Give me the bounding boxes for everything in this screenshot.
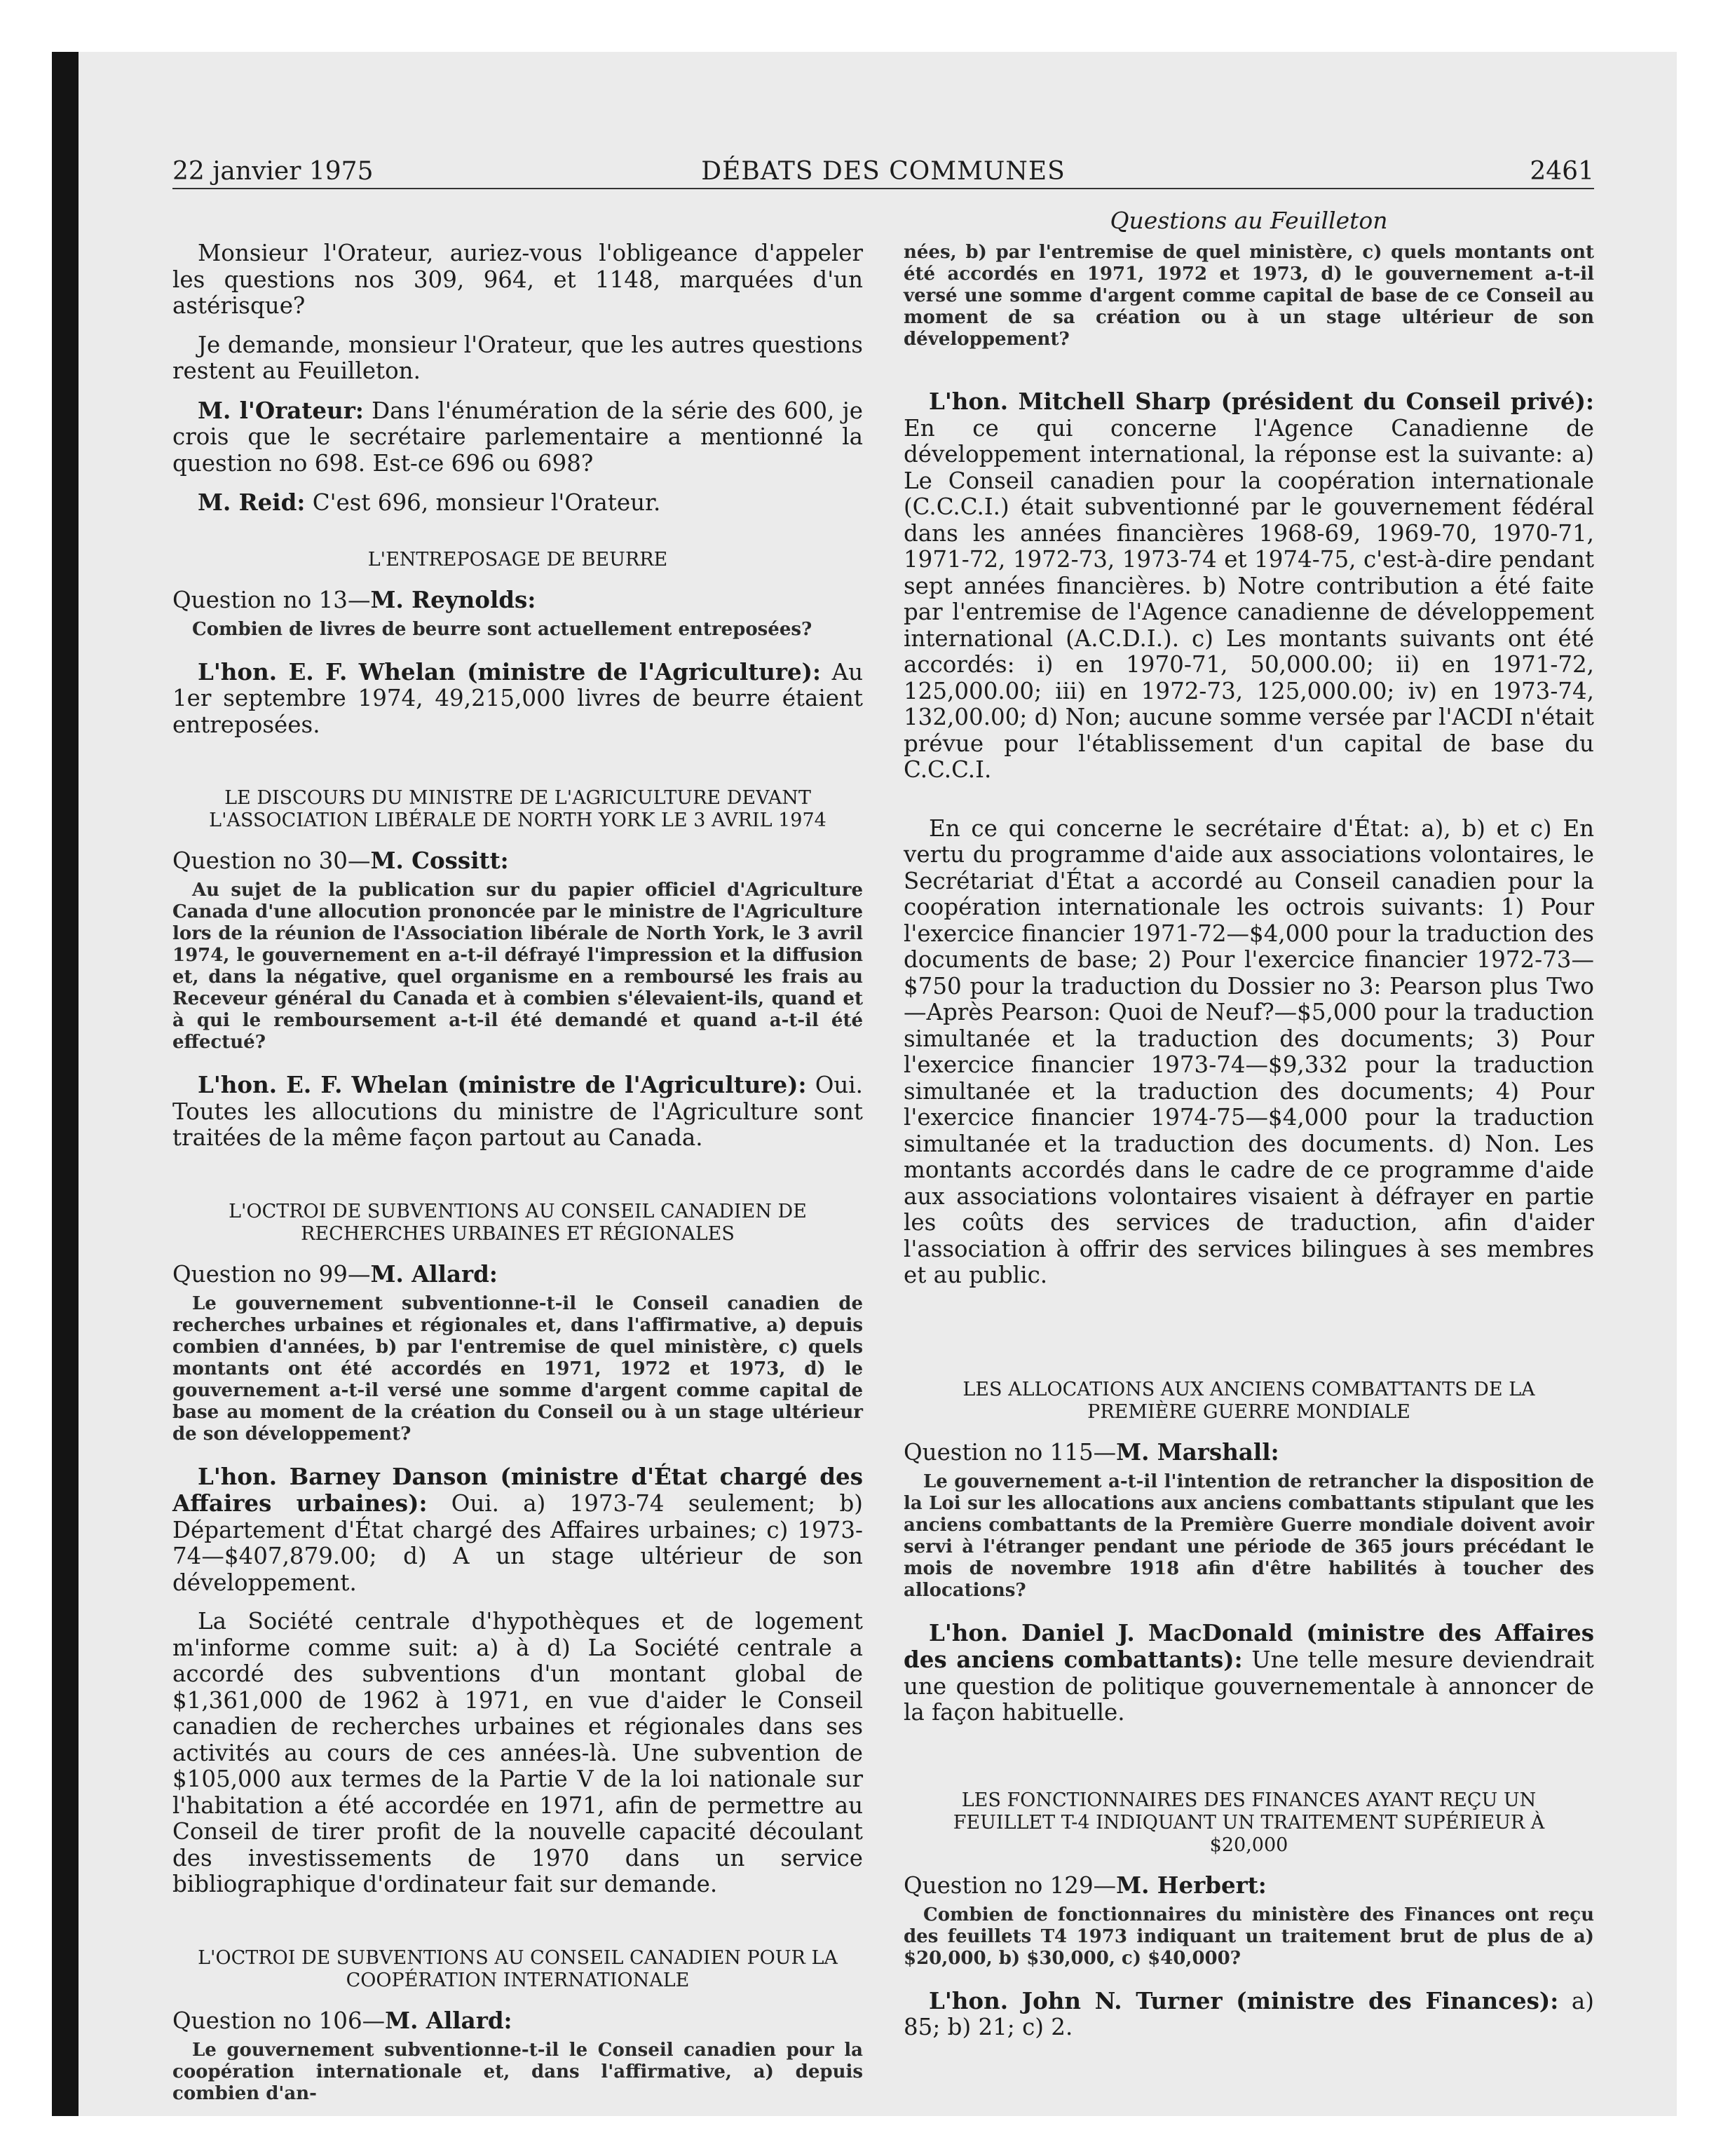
question-text: Le gouvernement a-t-il l'intention de retrancher la disposition de la Loi sur les allocations aux anciens combattants stipulant que les anciens combattants de la Première Guerre mondiale doivent avoir servi à l'étranger pendant une période de 365 jours précédant le mois de novembre 1918 afin d'être habilités à toucher des allocations? bbox=[904, 1471, 1594, 1601]
answer-text: En ce qui concerne l'Agence Canadienne de développement international, la réponse est la suivante: a) Le Conseil canadien pour la coopération internationale (C.C.C.I.) était subventionné par le gouvernement fédéral dans les années financières 1968-69, 1969-70, 1970-71, 1971-72, 1972-73, 1973-74 et 1974-75, c'est-à-dire pendant sept années financières. b) Notre contribution a été faite par l'entremise de l'Agence canadienne de développement international (A.C.D.I.). c) Les montants suivants ont été accordés: i) en 1970-71, 50,000.00; ii) en 1971-72, 125,000.00; iii) en 1972-73, 125,000.00; iv) en 1973-74, 132,00.00; d) Non; aucune somme versée par l'ACDI n'était prévue pour l'établissement d'un capital de base du C.C.C.I. bbox=[904, 414, 1594, 783]
answer-paragraph bbox=[172, 1072, 863, 1152]
left-column bbox=[172, 207, 863, 2123]
section-heading-butter: L'ENTREPOSAGE DE BEURRE bbox=[367, 548, 668, 571]
scan-border bbox=[52, 52, 79, 2116]
question-line bbox=[172, 2007, 863, 2034]
answer-text: Au 1er septembre 1974, 49,215,000 livres de beurre étaient entreposées. bbox=[172, 658, 863, 738]
answer-text: Oui. a) 1973-74 seulement; b) Département d'État chargé des Affaires urbaines; c) 1973-74—$407,879.00; d) A un stage ultérieur de son développement. bbox=[172, 1490, 863, 1596]
section-heading-speech bbox=[172, 787, 863, 832]
answer-paragraph bbox=[172, 659, 863, 739]
question-member: M. Herbert: bbox=[1116, 1871, 1267, 1899]
question-line bbox=[172, 847, 863, 874]
heading-line: L'OCTROI DE SUBVENTIONS AU CONSEIL CANADIEN POUR LA bbox=[198, 1946, 838, 1969]
heading-line: FEUILLET T-4 INDIQUANT UN TRAITEMENT SUPÉRIEUR À bbox=[953, 1811, 1545, 1834]
section-heading-finance-officials bbox=[904, 1789, 1594, 1857]
section-heading-veterans bbox=[904, 1379, 1594, 1424]
question-number: Question no 30— bbox=[172, 847, 371, 874]
intro-paragraph-2: Je demande, monsieur l'Orateur, que les autres questions restent au Feuilleton. bbox=[172, 331, 863, 384]
speaker-name: L'hon. Mitchell Sharp (président du Conseil privé): bbox=[929, 388, 1594, 415]
answer-text: Une telle mesure deviendrait une question de politique gouvernementale à annoncer de la façon habituelle. bbox=[904, 1646, 1594, 1726]
question-text: Le gouvernement subventionne-t-il le Conseil canadien de recherches urbaines et régionales et, dans l'affirmative, a) depuis combien d'années, b) par l'entremise de quel ministère, c) quels montants ont été accordés en 1971, 1972 et 1973, d) le gouvernement a-t-il versé une somme d'argent comme capital de base au moment de la création du Conseil ou à un stage ultérieur de son développement? bbox=[172, 1292, 863, 1445]
heading-line: L'ASSOCIATION LIBÉRALE DE NORTH YORK LE 3 AVRIL 1974 bbox=[209, 810, 826, 831]
question-text: Combien de livres de beurre sont actuellement entreposées? bbox=[192, 618, 812, 640]
orateur-remark bbox=[172, 397, 863, 477]
question-member: M. Marshall: bbox=[1116, 1438, 1279, 1466]
question-member: M. Cossitt: bbox=[370, 847, 509, 874]
remark-text: C'est 696, monsieur l'Orateur. bbox=[312, 489, 661, 516]
running-head: Questions au Feuilleton bbox=[1110, 207, 1388, 234]
question-number: Question no 129— bbox=[904, 1871, 1117, 1899]
question-number: Question no 115— bbox=[904, 1438, 1117, 1466]
question-member: M. Allard: bbox=[370, 1260, 498, 1288]
question-text: Le gouvernement subventionne-t-il le Conseil canadien pour la coopération internationale et, dans l'affirmative, a) depuis combien d'an- bbox=[172, 2039, 863, 2104]
heading-line: LES FONCTIONNAIRES DES FINANCES AYANT REÇU UN bbox=[961, 1789, 1537, 1811]
right-column bbox=[904, 207, 1594, 2054]
answer-paragraph-2: En ce qui concerne le secrétaire d'État: a), b) et c) En vertu du programme d'aide aux associations volontaires, le Secrétariat d'État a accordé au Conseil canadien pour la coopération internationale les octrois suivants: 1) Pour l'exercice financier 1971-72—$4,000 pour la traduction des documents de base; 2) Pour l'exercice financier 1972-73—$750 pour la traduction du Dossier no 3: Pearson plus Two—Après Pearson: Quoi de Neuf?—$5,000 pour la traduction simultanée et la traduction des documents; 3) Pour l'exercice financier 1973-74—$9,332 pour la traduction simultanée et la traduction des documents; 4) Pour l'exercice financier 1974-75—$4,000 pour la traduction simultanée et la traduction des documents. d) Non. Les montants accordés dans le cadre de ce programme d'aide aux associations volontaires visaient à défrayer en partie les coûts des services de traduction, afin d'aider l'association à offrir des services bilingues à ses membres et au public. bbox=[904, 814, 1594, 1288]
heading-line: LES ALLOCATIONS AUX ANCIENS COMBATTANTS DE LA bbox=[962, 1378, 1535, 1400]
speaker-name: L'hon. Barney Danson (ministre d'État chargé des Affaires urbaines): bbox=[172, 1462, 863, 1517]
header-title: DÉBATS DES COMMUNES bbox=[701, 157, 1066, 186]
heading-line: PREMIÈRE GUERRE MONDIALE bbox=[1087, 1400, 1410, 1423]
answer-paragraph bbox=[904, 388, 1594, 784]
section-heading-cooperation bbox=[172, 1947, 863, 1992]
section-heading-urban-research bbox=[172, 1201, 863, 1246]
answer-paragraph bbox=[172, 1464, 863, 1597]
heading-line: LE DISCOURS DU MINISTRE DE L'AGRICULTURE DEVANT bbox=[224, 787, 811, 809]
heading-line: L'OCTROI DE SUBVENTIONS AU CONSEIL CANADIEN DE bbox=[229, 1200, 807, 1222]
answer-paragraph bbox=[904, 1988, 1594, 2041]
speaker-name: L'hon. E. F. Whelan (ministre de l'Agriculture): bbox=[198, 657, 822, 685]
question-line bbox=[904, 1439, 1594, 1466]
question-line bbox=[172, 587, 863, 613]
question-line bbox=[904, 1872, 1594, 1899]
page-number: 2461 bbox=[1530, 157, 1594, 186]
speaker-name: M. l'Orateur: bbox=[198, 396, 364, 424]
heading-line: COOPÉRATION INTERNATIONALE bbox=[346, 1969, 690, 1991]
answer-text: a) 85; b) 21; c) 2. bbox=[904, 1987, 1594, 2040]
question-number: Question no 106— bbox=[172, 2007, 386, 2034]
question-number: Question no 13— bbox=[172, 586, 371, 613]
heading-line: $20,000 bbox=[1209, 1834, 1288, 1856]
answer-paragraph bbox=[904, 1620, 1594, 1726]
question-text: Au sujet de la publication sur du papier officiel d'Agriculture Canada d'une allocution prononcée par le ministre de l'Agriculture lors de la réunion de l'Association libérale de North York, le 3 avril 1974, le gouvernement en a-t-il défrayé l'impression et la diffusion et, dans la négative, quel organisme en a remboursé les frais au Receveur général du Canada et à combien s'élevaient-ils, quand et à qui le remboursement a-t-il été demandé et quand a-t-il été effectué? bbox=[172, 880, 863, 1053]
question-member: M. Allard: bbox=[385, 2006, 512, 2034]
question-line bbox=[172, 1261, 863, 1288]
header-date: 22 janvier 1975 bbox=[172, 157, 374, 186]
speaker-name: L'hon. Daniel J. MacDonald (ministre des Affaires des anciens combattants): bbox=[904, 1618, 1594, 1673]
page-header bbox=[172, 156, 1594, 189]
question-member: M. Reynolds: bbox=[370, 585, 536, 613]
answer-text: Oui. Toutes les allocutions du ministre de l'Agriculture sont traitées de la même façon partout au Canada. bbox=[172, 1072, 863, 1151]
heading-line: RECHERCHES URBAINES ET RÉGIONALES bbox=[301, 1222, 735, 1245]
speaker-name: L'hon. John N. Turner (ministre des Finances): bbox=[929, 1986, 1559, 2014]
intro-paragraph: Monsieur l'Orateur, auriez-vous l'obligeance d'appeler les questions nos 309, 964, et 1148, marquées d'un astérisque? bbox=[172, 240, 863, 319]
remark-text: Dans l'énumération de la série des 600, je crois que le secrétaire parlementaire a mentionné la question no 698. Est-ce 696 ou 698? bbox=[172, 397, 863, 477]
speaker-name: L'hon. E. F. Whelan (ministre de l'Agriculture): bbox=[198, 1071, 807, 1098]
question-text: Combien de fonctionnaires du ministère des Finances ont reçu des feuillets T4 1973 indiquant un traitement brut de plus de a) $20,000, b) $30,000, c) $40,000? bbox=[904, 1904, 1594, 1969]
reid-remark bbox=[172, 489, 863, 517]
question-continued: nées, b) par l'entremise de quel ministère, c) quels montants ont été accordés en 1971, 1972 et 1973, d) le gouvernement a-t-il versé une somme d'argent comme capital de base de ce Conseil au moment de sa création ou à un stage ultérieur de son développement? bbox=[904, 242, 1594, 350]
speaker-name: M. Reid: bbox=[198, 489, 306, 516]
answer-paragraph-2: La Société centrale d'hypothèques et de logement m'informe comme suit: a) à d) La Société centrale a accordé des subventions d'un montant global de $1,361,000 de 1962 à 1971, en vue d'aider le Conseil canadien de recherches urbaines et régionales dans ses activités au cours de ces années-là. Une subvention de $105,000 aux termes de la Partie V de la loi nationale sur l'habitation a été accordée en 1971, afin de permettre au Conseil de tirer profit de la nouvelle capacité découlant des investissements de 1970 dans un service bibliographique d'ordinateur fait sur demande. bbox=[172, 1608, 863, 1897]
question-number: Question no 99— bbox=[172, 1260, 371, 1288]
